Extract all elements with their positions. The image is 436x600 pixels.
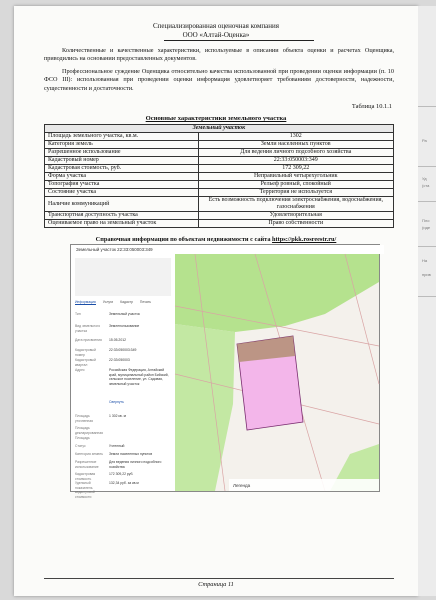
panel-tabs bbox=[75, 300, 157, 306]
paragraph-1: Количественные и качественные характеристики, используемые в описании объекта оценки и расчетах Оценщика, приводились на основании предоставленных документов. bbox=[44, 47, 394, 63]
info-value: 15.05.2012 bbox=[109, 338, 126, 342]
info-value: Землепользование bbox=[109, 324, 140, 328]
row-label: Кадастровая стоимость, руб. bbox=[45, 165, 199, 173]
legend-label[interactable]: Легенда bbox=[233, 483, 251, 488]
row-value: Удовлетворительная bbox=[198, 212, 393, 220]
paragraph-2: Профессиональное суждение Оценщика относительно качества использованной при проведении оценки информации (п. 10 ФСО III): использованная при проведении оценки информация удовлетворяет требованиям достоверности, надежности, существенности и достаточности. bbox=[44, 68, 394, 92]
info-value: 1 302 кв. м bbox=[109, 414, 126, 418]
info-key: Тип bbox=[75, 312, 81, 316]
map-bottom-bar bbox=[229, 479, 379, 491]
row-value: Территория не используется bbox=[198, 189, 393, 197]
info-key: Кадастровый квартал bbox=[75, 358, 96, 367]
side-fragment: прив bbox=[422, 272, 431, 277]
table-line bbox=[418, 246, 436, 247]
screenshot-title: Земельный участок 22:33:050003:349 bbox=[71, 245, 384, 254]
page-number: Страница 11 bbox=[198, 581, 234, 588]
table-section-row bbox=[45, 125, 394, 133]
table-line bbox=[418, 201, 436, 202]
info-value: Российская Федерация, Алтайский край, муниципальный район Бийский, сельское поселение, ул. Садовая, земельный участок bbox=[109, 368, 169, 386]
info-key: Дата присвоения bbox=[75, 338, 102, 342]
row-label: Разрешенное использование bbox=[45, 149, 199, 157]
table-row bbox=[45, 173, 394, 181]
row-label: Состояние участка bbox=[45, 189, 199, 197]
info-row bbox=[75, 368, 173, 398]
caption-link[interactable]: https://pkk.rosreestr.ru/ bbox=[272, 236, 337, 243]
row-value: Неправильный четырехугольник bbox=[198, 173, 393, 181]
row-value: 22:33:050003:349 bbox=[198, 157, 393, 165]
info-key: Категория земель bbox=[75, 452, 104, 456]
cadastral-map[interactable] bbox=[175, 254, 379, 491]
row-value: Право собственности bbox=[198, 220, 393, 228]
info-key: Кадастровая стоимость bbox=[75, 472, 96, 481]
row-value: Рельеф ровный, спокойный bbox=[198, 181, 393, 189]
row-value: Есть возможность подключения электроснабжения, водоснабжения, газоснабжения bbox=[198, 197, 393, 212]
info-key: Разрешенное использование bbox=[75, 460, 99, 469]
row-value: 172 309,22 bbox=[198, 165, 393, 173]
info-key: Адрес bbox=[75, 368, 85, 372]
table-line bbox=[418, 296, 436, 297]
info-value: 22:33:050003 bbox=[109, 358, 130, 362]
table-number: Таблица 10.1.1 bbox=[351, 103, 392, 110]
row-label: Площадь земельного участка, кв.м. bbox=[45, 133, 199, 141]
side-fragment: На bbox=[422, 258, 428, 263]
panel-header bbox=[75, 258, 171, 296]
info-value: 22:33:050003:349 bbox=[109, 348, 137, 352]
info-value: Земельный участок bbox=[109, 312, 140, 316]
table-row bbox=[45, 220, 394, 228]
figure-caption bbox=[14, 236, 418, 243]
row-label: Форма участка bbox=[45, 173, 199, 181]
row-label: Наличие коммуникаций bbox=[45, 197, 199, 212]
company-name: ООО «Алтай-Оценка» bbox=[182, 31, 250, 39]
row-value: Земли населенных пунктов bbox=[198, 141, 393, 149]
info-key: Площадь bbox=[75, 436, 90, 440]
land-characteristics-table bbox=[44, 124, 394, 228]
row-label: Топография участка bbox=[45, 181, 199, 189]
info-key: Площадь декларированная bbox=[75, 426, 103, 435]
table-row bbox=[45, 189, 394, 197]
header-rule bbox=[164, 40, 314, 41]
row-label: Транспортная доступность участка bbox=[45, 212, 199, 220]
info-key: Вид земельного участка bbox=[75, 324, 101, 333]
info-panel bbox=[71, 254, 176, 499]
table-row bbox=[45, 149, 394, 157]
tab-services[interactable]: Услуги bbox=[102, 300, 114, 304]
info-value: Земли населенных пунктов bbox=[109, 452, 153, 456]
info-value: Для ведения личного подсобного хозяйства bbox=[109, 460, 162, 469]
info-value: 132,34 руб. за кв.м bbox=[109, 481, 139, 485]
info-key: Статус bbox=[75, 444, 86, 448]
row-value: 1302 bbox=[198, 133, 393, 141]
table-row bbox=[45, 133, 394, 141]
row-label: Оцениваемое право на земельный участок bbox=[45, 220, 199, 228]
document-page bbox=[14, 6, 418, 596]
row-label: Кадастровый номер bbox=[45, 157, 199, 165]
caption-text: Справочная информации по объектам недвижимости с сайта bbox=[95, 236, 271, 243]
table-row bbox=[45, 197, 394, 212]
side-fragment: Уд bbox=[422, 176, 427, 181]
table-line bbox=[418, 106, 436, 107]
table-row bbox=[45, 212, 394, 220]
info-key: Площадь уточненная bbox=[75, 414, 94, 423]
collapse-link[interactable]: Свернуть bbox=[109, 400, 124, 404]
tab-print[interactable]: Печать bbox=[139, 300, 152, 304]
table-line bbox=[418, 166, 436, 167]
table-row bbox=[45, 141, 394, 149]
tab-info[interactable]: Информация bbox=[75, 300, 96, 304]
side-fragment: (ста bbox=[422, 183, 430, 188]
table-title: Основные характеристики земельного участка bbox=[145, 115, 287, 122]
side-fragment: Ра bbox=[422, 138, 427, 143]
table-row bbox=[45, 181, 394, 189]
info-value: 172 309,22 руб. bbox=[109, 472, 134, 476]
row-label: Категория земель bbox=[45, 141, 199, 149]
footer-rule bbox=[44, 578, 394, 579]
tab-cadastre[interactable]: Кадастр bbox=[120, 300, 133, 304]
info-key: Кадастровый номер bbox=[75, 348, 96, 357]
table-row bbox=[45, 165, 394, 173]
table-row bbox=[45, 157, 394, 165]
side-fragment: (иде bbox=[422, 225, 431, 230]
table-section: Земельный участок bbox=[45, 125, 394, 133]
info-key: Удельный показатель кадастровой стоимости bbox=[75, 481, 95, 499]
cadastral-map-screenshot bbox=[70, 244, 380, 499]
row-value: Для ведения личного подсобного хозяйства bbox=[198, 149, 393, 157]
side-fragment: Пло bbox=[422, 218, 430, 223]
info-value: Учтенный bbox=[109, 444, 125, 448]
adjacent-page-edge bbox=[418, 6, 436, 596]
company-type: Специализированная оценочная компания bbox=[153, 22, 279, 30]
